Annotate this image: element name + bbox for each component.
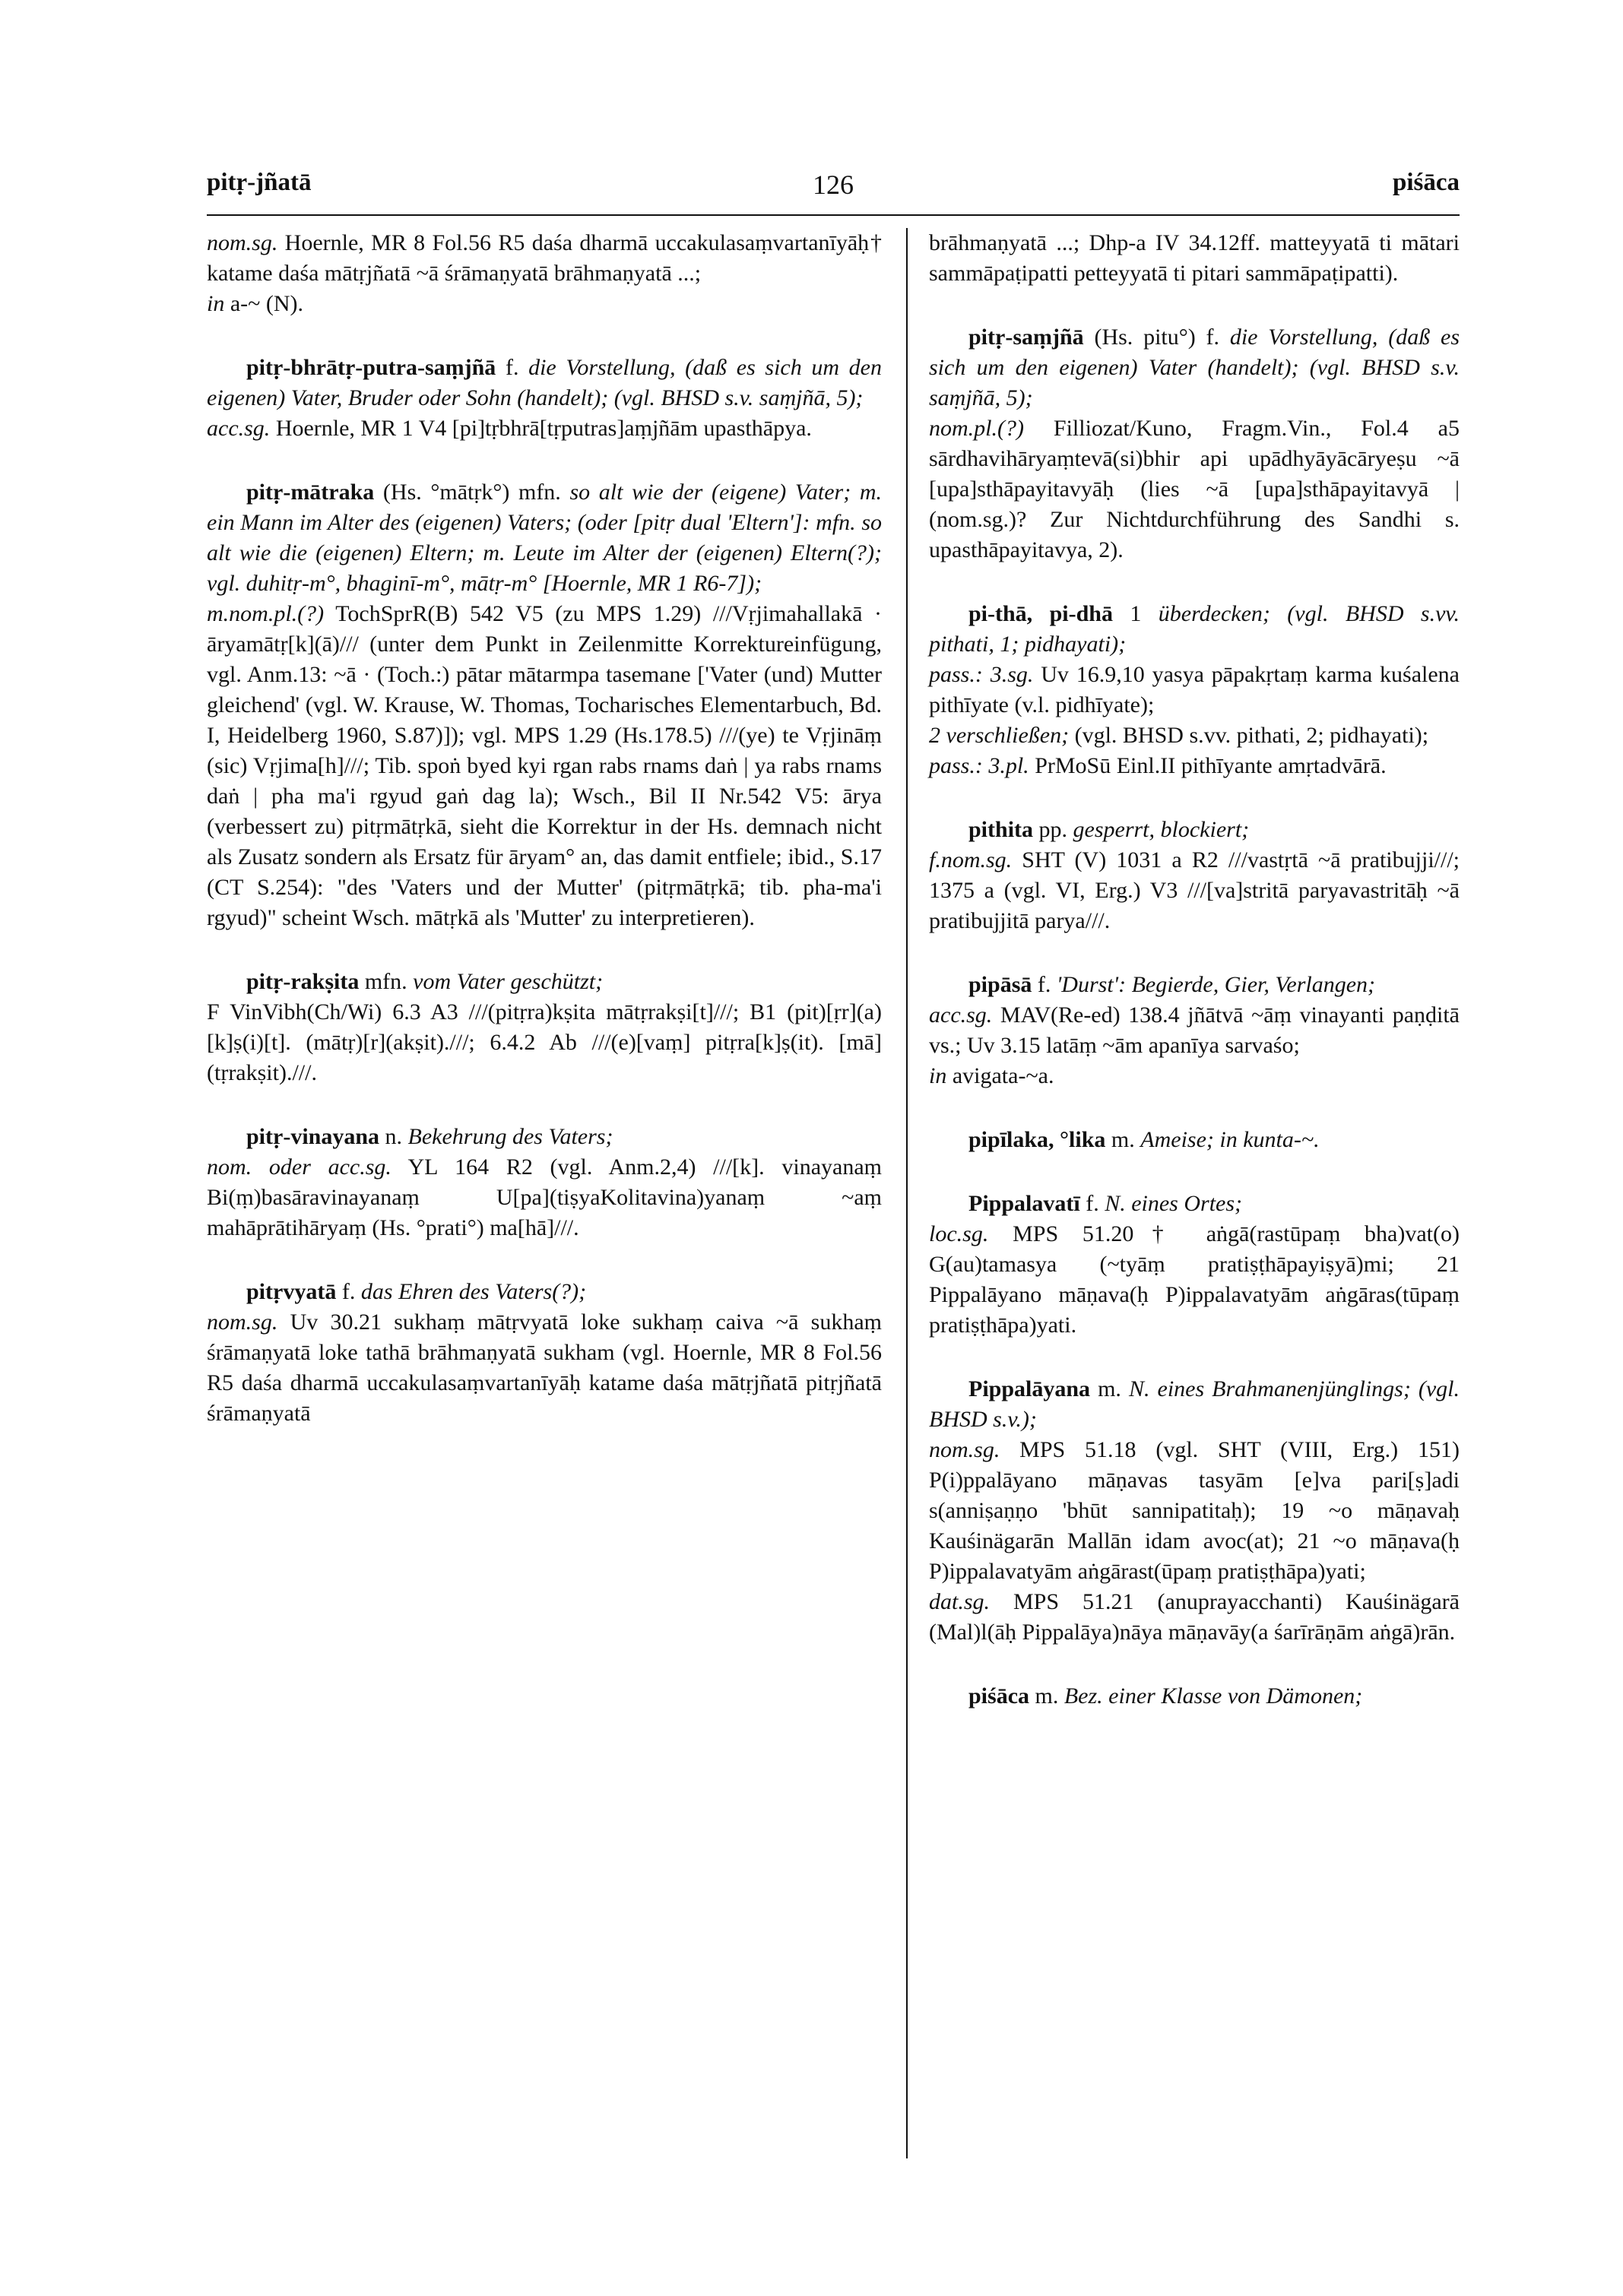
page-number: 126 — [813, 169, 854, 200]
entry-headline — [929, 1189, 1460, 1219]
citation-line — [929, 413, 1460, 565]
header-rule — [207, 214, 1460, 216]
gloss: Ameise; in kunta-~. — [1140, 1127, 1320, 1152]
dictionary-entry — [929, 599, 1460, 781]
entry-headline — [929, 970, 1460, 1000]
citation-text: PrMoSū Einl.II pithīyante amṛtadvārā. — [1029, 753, 1387, 778]
dictionary-entry — [929, 1681, 1460, 1712]
header-right-keyword: piśāca — [1392, 169, 1460, 196]
grammar-info: m. — [1105, 1127, 1141, 1152]
citation-text: Hoernle, MR 8 Fol.56 R5 daśa dharmā uccakulasaṃvartanīyāḥ† katame daśa mātṛjñatā ~ā śrāmaṇyatā brāhmaṇyatā ...; — [207, 230, 882, 286]
entry-headline — [929, 1374, 1460, 1435]
grammar-info: mfn. — [359, 969, 414, 994]
running-head — [207, 169, 1460, 205]
grammatical-label: m.nom.pl.(?) — [207, 601, 325, 626]
citation-line — [929, 751, 1460, 781]
citation-line — [207, 997, 882, 1088]
grammatical-label: 2 verschließen; — [929, 723, 1070, 748]
headword: pitṛ-mātraka — [246, 480, 375, 505]
headword: pi-thā, pi-dhā — [968, 601, 1113, 626]
headword: pitṛ-saṃjñā — [968, 325, 1084, 350]
left-column — [207, 228, 882, 1462]
dictionary-entry — [207, 1277, 882, 1429]
citation-line — [929, 845, 1460, 936]
headword: Pippalavatī — [968, 1191, 1080, 1216]
headword: pipīlaka, °lika — [968, 1127, 1106, 1152]
grammar-info: (Hs. pitu°) f. — [1083, 325, 1230, 350]
citation-line — [929, 1587, 1460, 1648]
entry-headline — [929, 815, 1460, 845]
gloss: überdecken; (vgl. BHSD s.vv. pithati, 1; pidhayati); — [929, 601, 1460, 657]
grammar-info: f. — [336, 1279, 361, 1304]
dictionary-entry — [207, 353, 882, 444]
citation-line — [929, 228, 1460, 289]
headword: pitṛ-vinayana — [246, 1124, 380, 1149]
grammar-info: pp. — [1033, 817, 1073, 842]
grammatical-label: acc.sg. — [207, 416, 271, 441]
dictionary-entry — [207, 1122, 882, 1243]
citation-line — [929, 1219, 1460, 1341]
dictionary-entry — [929, 970, 1460, 1091]
citation-text: MPS 51.21 (anuprayacchanti) Kauśinägarā (Mal)l(āḥ Pippalāya)nāya māṇavāy(a śarīrāṇām aṅgā)rān. — [929, 1589, 1460, 1645]
citation-text: TochSprR(B) 542 V5 (zu MPS 1.29) ///Vṛjimahallakā · āryamātṛ[k](ā)/// (unter dem Punkt in Zeilenmitte Korrektureinfügung, vgl. Anm.13: ~ā · (Toch.:) pātar mātarmpa tasemane ['Vater (und) Mutter gleichend' (vgl. W. Krause, W. Thomas, Tocharisches Elementarbuch, Bd. I, Heidelberg 1960, S.87)]); vgl. MPS 1.29 (Hs.178.5) ///(ye) te Vṛjināṃ (sic) Vṛjima[h]///; Tib. spoṅ byed kyi rgan rabs rnams daṅ | ya rabs rnams daṅ | pha ma'i rgyud gaṅ dag la); Wsch., Bil II Nr.542 V5: ārya (verbessert zu) pitṛmātṛkā, sieht die Korrektur in der Hs. demnach nicht als Zusatz sondern als Ersatz für āryam° an, das damit entfiele; ibid., S.17 (CT S.254): "des 'Vaters und der Mutter' (pitṛmātṛkā; tib. pha-ma'i rgyud)" scheint Wsch. mātṛkā als 'Mutter' zu interpretieren). — [207, 601, 882, 930]
grammatical-label: pass.: 3.sg. — [929, 662, 1034, 687]
citation-line — [929, 1061, 1460, 1091]
dictionary-entry — [929, 322, 1460, 565]
headword: piśāca — [968, 1683, 1030, 1709]
citation-text: MPS 51.20† aṅgā(rastūpaṃ bha)vat(o) G(au)tamasya (~tyāṃ pratiṣṭhāpayiṣyā)mi; 21 Pippalāyano māṇava(ḥ P)ippalavatyām aṅgāras(tūpaṃ pratiṣṭhāpa)yati. — [929, 1221, 1460, 1338]
gloss: N. eines Ortes; — [1105, 1191, 1243, 1216]
dictionary-entry — [929, 1125, 1460, 1155]
entry-headline — [207, 1277, 882, 1307]
header-left-keyword: pitṛ-jñatā — [207, 169, 312, 196]
grammatical-label: f.nom.sg. — [929, 847, 1013, 872]
citation-text: F VinVibh(Ch/Wi) 6.3 A3 ///(pitṛra)kṣita mātṛrakṣi[t]///; B1 (pit)[ṛr](a)[k]ṣ(i)[t]. (mātṛ)[r](akṣit).///; 6.4.2 Ab ///(e)[vaṃ] pitṛra[k]ṣ(it). [mā](tṛrakṣit).///. — [207, 999, 882, 1085]
grammatical-label: loc.sg. — [929, 1221, 989, 1246]
grammar-info: f. — [496, 355, 529, 380]
grammatical-label: nom.sg. — [929, 1437, 1000, 1462]
dictionary-entry — [929, 1374, 1460, 1648]
grammar-info: 1 — [1112, 601, 1159, 626]
entry-headline — [207, 477, 882, 599]
dictionary-entry — [207, 228, 882, 319]
column-divider — [906, 228, 908, 2158]
citation-text: Filliozat/Kuno, Fragm.Vin., Fol.4 a5 sārdhavihāryaṃtevā(si)bhir api upādhyāyācāryeṣu ~ā [upa]sthāpayitavyāḥ (lies ~ā [upa]sthāpayitavyā | (nom.sg.)? Zur Nichtdurchführung des Sandhi s. upasthāpayitavya, 2). — [929, 416, 1460, 562]
gloss: das Ehren des Vaters(?); — [360, 1279, 587, 1304]
citation-line — [207, 413, 882, 444]
citation-line — [207, 1152, 882, 1243]
citation-line — [207, 228, 882, 289]
right-column — [929, 228, 1460, 1745]
gloss: N. eines Brahmanenjünglings; (vgl. BHSD s.v.); — [929, 1376, 1460, 1432]
grammar-info: f. — [1079, 1191, 1105, 1216]
citation-text: YL 164 R2 (vgl. Anm.2,4) ///[k]. vinayanaṃ Bi(ṃ)basāravinayanaṃ U[pa](tiṣyaKolitavina)yanaṃ ~aṃ mahāprātihāryaṃ (Hs. °prati°) ma[hā]///. — [207, 1154, 882, 1240]
gloss: so alt wie der (eigene) Vater; m. ein Mann im Alter des (eigenen) Vaters; (oder [pitṛ dual 'Eltern']: mfn. so alt wie die (eigenen) Eltern; m. Leute im Alter der (eigenen) Eltern(?); vgl. duhitṛ-m°, bhaginī-m°, mātṛ-m° [Hoernle, MR 1 R6-7]); — [207, 480, 882, 596]
entry-headline — [929, 1125, 1460, 1155]
gloss: 'Durst': Begierde, Gier, Verlangen; — [1056, 972, 1376, 997]
gloss: gesperrt, blockiert; — [1073, 817, 1250, 842]
grammatical-label: pass.: 3.pl. — [929, 753, 1029, 778]
grammatical-label: nom. oder acc.sg. — [207, 1154, 391, 1180]
citation-text: a-~ (N). — [224, 291, 304, 316]
citation-line — [929, 1000, 1460, 1061]
dictionary-entry — [929, 815, 1460, 936]
citation-text: brāhmaṇyatā ...; Dhp-a IV 34.12ff. matteyyatā ti mātari sammāpaṭipatti petteyyatā ti pitari sammāpaṭipatti). — [929, 230, 1460, 286]
dictionary-entry — [929, 1189, 1460, 1341]
entry-headline — [929, 322, 1460, 413]
headword: pitṛ-bhrātṛ-putra-saṃjñā — [246, 355, 496, 380]
entry-headline — [207, 1122, 882, 1152]
headword: Pippalāyana — [968, 1376, 1091, 1401]
gloss: die Vorstellung, (daß es sich um den eigenen) Vater (handelt); (vgl. BHSD s.v. saṃjñā, 5); — [929, 325, 1460, 410]
entry-headline — [207, 353, 882, 413]
grammar-info: (Hs. °mātṛk°) mfn. — [374, 480, 570, 505]
dictionary-entry — [929, 228, 1460, 289]
citation-text: Hoernle, MR 1 V4 [pi]tṛbhrā[tṛputras]aṃjñām upasthāpya. — [270, 416, 812, 441]
entry-headline — [929, 1681, 1460, 1712]
grammar-info: n. — [379, 1124, 408, 1149]
headword: pitṛ-rakṣita — [246, 969, 360, 994]
dictionary-entry — [207, 967, 882, 1088]
citation-text: SHT (V) 1031 a R2 ///vastṛtā ~ā pratibujji///; 1375 a (vgl. VI, Erg.) V3 ///[va]stritā paryavastritāḥ ~ā pratibujjitā parya///. — [929, 847, 1460, 933]
entry-headline — [929, 599, 1460, 660]
citation-line — [207, 1307, 882, 1429]
citation-text: (vgl. BHSD s.vv. pithati, 2; pidhayati); — [1069, 723, 1429, 748]
citation-line — [929, 660, 1460, 720]
grammatical-label: in — [929, 1063, 947, 1088]
citation-line — [207, 599, 882, 933]
gloss: die Vorstellung, (daß es sich um den eigenen) Vater, Bruder oder Sohn (handelt); (vgl. BHSD s.v. saṃjñā, 5); — [207, 355, 882, 410]
citation-line — [929, 720, 1460, 751]
citation-text: Uv 16.9,10 yasya pāpakṛtaṃ karma kuśalena pithīyate (v.l. pidhīyate); — [929, 662, 1460, 717]
grammatical-label: dat.sg. — [929, 1589, 991, 1614]
grammatical-label: acc.sg. — [929, 1002, 993, 1028]
citation-line — [929, 1435, 1460, 1587]
gloss: Bez. einer Klasse von Dämonen; — [1064, 1683, 1363, 1709]
grammatical-label: in — [207, 291, 225, 316]
citation-text: Uv 30.21 sukhaṃ mātṛvyatā loke sukhaṃ caiva ~ā sukhaṃ śrāmaṇyatā loke tathā brāhmaṇyatā sukham (vgl. Hoernle, MR 8 Fol.56 R5 daśa dharmā uccakulasaṃvartanīyāḥ katame daśa mātṛjñatā pitṛjñatā śrāmaṇyatā — [207, 1310, 882, 1426]
citation-line — [207, 289, 882, 319]
citation-text: avigata-~a. — [946, 1063, 1054, 1088]
dictionary-entry — [207, 477, 882, 933]
gloss: vom Vater geschützt; — [413, 969, 604, 994]
grammatical-label: nom.sg. — [207, 230, 278, 255]
headword: pipāsā — [968, 972, 1032, 997]
entry-headline — [207, 967, 882, 997]
citation-text: MPS 51.18 (vgl. SHT (VIII, Erg.) 151) P(i)ppalāyano māṇavas tasyām [e]va pari[ṣ]adi s(anniṣaṇṇo 'bhūt sannipatitaḥ); 19 ~o māṇavaḥ Kauśinägarān Mallān idam avoc(at); 21 ~o māṇava(ḥ P)ippalavatyām aṅgārast(ūpaṃ pratiṣṭhāpa)yati; — [929, 1437, 1460, 1584]
citation-text: MAV(Re-ed) 138.4 jñātvā ~āṃ vinayanti paṇḍitā vs.; Uv 3.15 latāṃ ~ām apanīya sarvaśo; — [929, 1002, 1460, 1058]
grammar-info: f. — [1032, 972, 1057, 997]
grammatical-label: nom.sg. — [207, 1310, 278, 1335]
grammar-info: m. — [1090, 1376, 1129, 1401]
gloss: Bekehrung des Vaters; — [407, 1124, 613, 1149]
headword: pitṛvyatā — [246, 1279, 337, 1304]
headword: pithita — [968, 817, 1034, 842]
grammar-info: m. — [1029, 1683, 1064, 1709]
grammatical-label: nom.pl.(?) — [929, 416, 1024, 441]
